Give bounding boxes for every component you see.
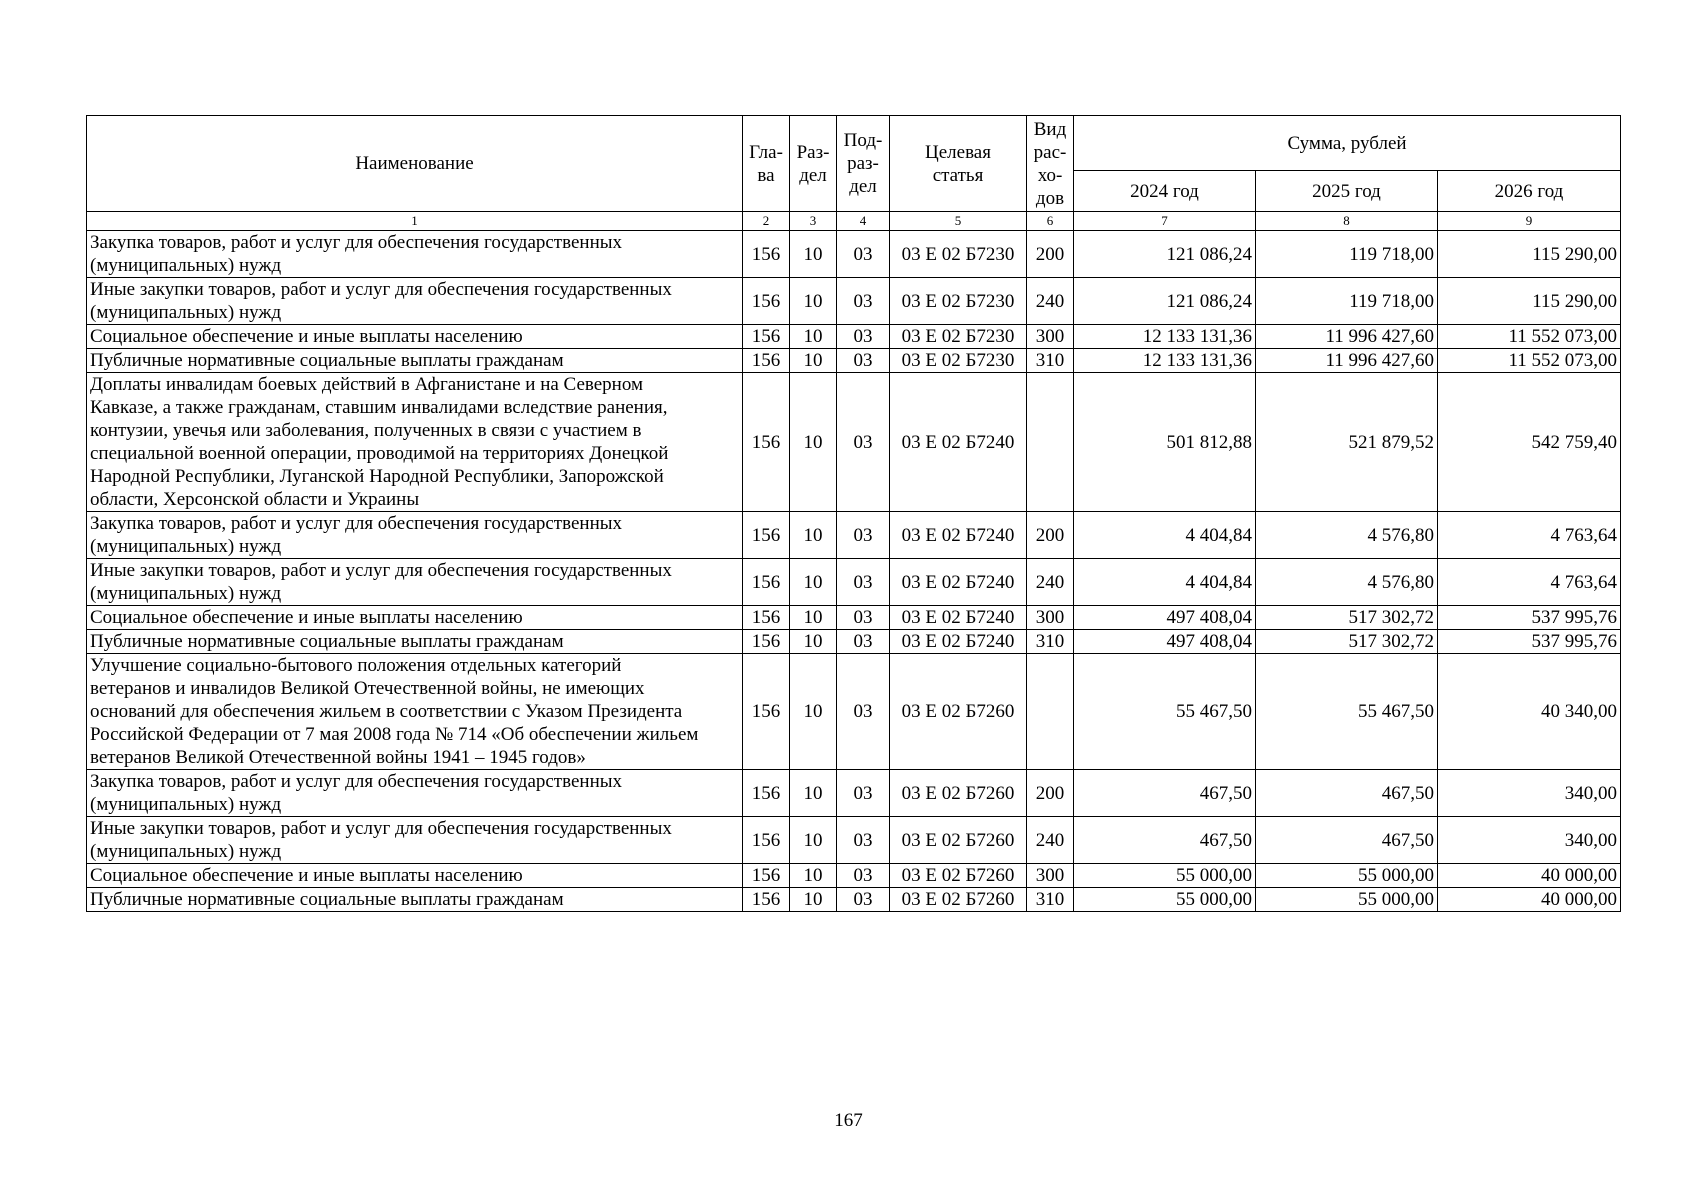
table-row bbox=[87, 888, 1621, 912]
cell-sum-2025: 55 000,00 bbox=[1256, 888, 1438, 912]
table-row bbox=[87, 606, 1621, 630]
table-row bbox=[87, 864, 1621, 888]
column-number: 9 bbox=[1438, 212, 1621, 231]
cell-expense-type: 240 bbox=[1027, 559, 1074, 606]
cell-name: Доплаты инвалидам боевых действий в Афганистане и на Северном Кавказе, а также гражданам, ставшим инвалидами вследствие ранения, контузии, увечья или заболевания, полученных в связи с участием в специальной военной операции, проводимой на территориях Донецкой Народной Республики, Луганской Народной Республики, Запорожской области, Херсонской области и Украины bbox=[87, 373, 743, 512]
table-row bbox=[87, 559, 1621, 606]
cell-target-article: 03 Е 02 Б7230 bbox=[890, 278, 1027, 325]
cell-expense-type: 200 bbox=[1027, 231, 1074, 278]
cell-sum-2025: 4 576,80 bbox=[1256, 512, 1438, 559]
cell-chapter: 156 bbox=[743, 231, 790, 278]
cell-section: 10 bbox=[790, 606, 837, 630]
page-number: 167 bbox=[834, 1110, 863, 1131]
column-number: 5 bbox=[890, 212, 1027, 231]
table-row bbox=[87, 512, 1621, 559]
cell-sum-2025: 517 302,72 bbox=[1256, 606, 1438, 630]
header-target-article bbox=[890, 116, 1027, 212]
cell-sum-2024: 497 408,04 bbox=[1074, 606, 1256, 630]
header-year-2025-text: 2025 год bbox=[1312, 180, 1381, 202]
cell-name: Социальное обеспечение и иные выплаты населению bbox=[87, 325, 743, 349]
table-body bbox=[87, 231, 1621, 912]
cell-sum-2026: 40 340,00 bbox=[1438, 654, 1621, 770]
cell-section: 10 bbox=[790, 630, 837, 654]
cell-sum-2025: 55 000,00 bbox=[1256, 864, 1438, 888]
cell-sum-2025: 467,50 bbox=[1256, 817, 1438, 864]
cell-name: Закупка товаров, работ и услуг для обеспечения государственных (муниципальных) нужд bbox=[87, 770, 743, 817]
cell-sum-2025: 11 996 427,60 bbox=[1256, 349, 1438, 373]
cell-sum-2025: 55 467,50 bbox=[1256, 654, 1438, 770]
cell-expense-type: 310 bbox=[1027, 888, 1074, 912]
cell-sum-2024: 55 000,00 bbox=[1074, 864, 1256, 888]
cell-sum-2024: 4 404,84 bbox=[1074, 559, 1256, 606]
cell-expense-type bbox=[1027, 373, 1074, 512]
cell-expense-type: 300 bbox=[1027, 325, 1074, 349]
cell-sum-2026: 11 552 073,00 bbox=[1438, 349, 1621, 373]
cell-target-article: 03 Е 02 Б7230 bbox=[890, 349, 1027, 373]
cell-section: 10 bbox=[790, 325, 837, 349]
cell-sum-2025: 517 302,72 bbox=[1256, 630, 1438, 654]
column-number: 8 bbox=[1256, 212, 1438, 231]
budget-table bbox=[86, 115, 1621, 912]
cell-sum-2024: 467,50 bbox=[1074, 770, 1256, 817]
cell-subsection: 03 bbox=[837, 559, 890, 606]
cell-subsection: 03 bbox=[837, 888, 890, 912]
cell-chapter: 156 bbox=[743, 888, 790, 912]
cell-section: 10 bbox=[790, 864, 837, 888]
cell-sum-2024: 501 812,88 bbox=[1074, 373, 1256, 512]
cell-chapter: 156 bbox=[743, 278, 790, 325]
cell-sum-2026: 40 000,00 bbox=[1438, 888, 1621, 912]
column-number: 7 bbox=[1074, 212, 1256, 231]
header-name-text: Наименование bbox=[355, 153, 474, 174]
cell-subsection: 03 bbox=[837, 630, 890, 654]
table-row bbox=[87, 630, 1621, 654]
table-row bbox=[87, 231, 1621, 278]
cell-name: Иные закупки товаров, работ и услуг для обеспечения государственных (муниципальных) нужд bbox=[87, 278, 743, 325]
cell-chapter: 156 bbox=[743, 349, 790, 373]
cell-expense-type: 200 bbox=[1027, 770, 1074, 817]
cell-target-article: 03 Е 02 Б7260 bbox=[890, 864, 1027, 888]
cell-subsection: 03 bbox=[837, 349, 890, 373]
cell-subsection: 03 bbox=[837, 373, 890, 512]
cell-chapter: 156 bbox=[743, 373, 790, 512]
cell-expense-type: 240 bbox=[1027, 817, 1074, 864]
header-year-2024-text: 2024 год bbox=[1130, 180, 1199, 202]
cell-target-article: 03 Е 02 Б7230 bbox=[890, 325, 1027, 349]
cell-chapter: 156 bbox=[743, 864, 790, 888]
cell-name: Иные закупки товаров, работ и услуг для обеспечения государственных (муниципальных) нужд bbox=[87, 817, 743, 864]
table-row bbox=[87, 325, 1621, 349]
cell-sum-2024: 55 467,50 bbox=[1074, 654, 1256, 770]
column-number: 3 bbox=[790, 212, 837, 231]
cell-target-article: 03 Е 02 Б7230 bbox=[890, 231, 1027, 278]
cell-section: 10 bbox=[790, 231, 837, 278]
cell-sum-2026: 4 763,64 bbox=[1438, 512, 1621, 559]
cell-subsection: 03 bbox=[837, 654, 890, 770]
cell-sum-2024: 55 000,00 bbox=[1074, 888, 1256, 912]
cell-sum-2024: 497 408,04 bbox=[1074, 630, 1256, 654]
cell-sum-2026: 537 995,76 bbox=[1438, 606, 1621, 630]
header-year-2025 bbox=[1256, 171, 1438, 212]
cell-name: Социальное обеспечение и иные выплаты населению bbox=[87, 606, 743, 630]
cell-section: 10 bbox=[790, 770, 837, 817]
cell-section: 10 bbox=[790, 817, 837, 864]
column-number-row bbox=[87, 212, 1621, 231]
cell-section: 10 bbox=[790, 278, 837, 325]
cell-chapter: 156 bbox=[743, 325, 790, 349]
cell-target-article: 03 Е 02 Б7260 bbox=[890, 888, 1027, 912]
column-number: 1 bbox=[87, 212, 743, 231]
cell-section: 10 bbox=[790, 559, 837, 606]
cell-section: 10 bbox=[790, 654, 837, 770]
table-row bbox=[87, 654, 1621, 770]
cell-expense-type: 300 bbox=[1027, 606, 1074, 630]
cell-sum-2024: 467,50 bbox=[1074, 817, 1256, 864]
cell-sum-2024: 4 404,84 bbox=[1074, 512, 1256, 559]
cell-name: Закупка товаров, работ и услуг для обеспечения государственных (муниципальных) нужд bbox=[87, 512, 743, 559]
cell-expense-type: 300 bbox=[1027, 864, 1074, 888]
cell-expense-type: 200 bbox=[1027, 512, 1074, 559]
cell-sum-2025: 467,50 bbox=[1256, 770, 1438, 817]
header-chapter-text: Гла- ва bbox=[749, 141, 783, 186]
cell-subsection: 03 bbox=[837, 512, 890, 559]
cell-sum-2024: 12 133 131,36 bbox=[1074, 349, 1256, 373]
cell-chapter: 156 bbox=[743, 512, 790, 559]
table-row bbox=[87, 373, 1621, 512]
cell-chapter: 156 bbox=[743, 817, 790, 864]
cell-sum-2026: 115 290,00 bbox=[1438, 231, 1621, 278]
cell-target-article: 03 Е 02 Б7240 bbox=[890, 606, 1027, 630]
cell-expense-type: 240 bbox=[1027, 278, 1074, 325]
cell-sum-2024: 12 133 131,36 bbox=[1074, 325, 1256, 349]
cell-subsection: 03 bbox=[837, 278, 890, 325]
cell-expense-type: 310 bbox=[1027, 630, 1074, 654]
cell-sum-2026: 115 290,00 bbox=[1438, 278, 1621, 325]
cell-subsection: 03 bbox=[837, 231, 890, 278]
cell-sum-2026: 11 552 073,00 bbox=[1438, 325, 1621, 349]
header-chapter bbox=[743, 116, 790, 212]
cell-sum-2025: 119 718,00 bbox=[1256, 231, 1438, 278]
cell-name: Социальное обеспечение и иные выплаты населению bbox=[87, 864, 743, 888]
cell-name: Публичные нормативные социальные выплаты гражданам bbox=[87, 630, 743, 654]
cell-sum-2025: 119 718,00 bbox=[1256, 278, 1438, 325]
cell-chapter: 156 bbox=[743, 654, 790, 770]
cell-subsection: 03 bbox=[837, 606, 890, 630]
cell-subsection: 03 bbox=[837, 325, 890, 349]
header-sum-text: Сумма, рублей bbox=[1287, 132, 1407, 154]
cell-target-article: 03 Е 02 Б7240 bbox=[890, 630, 1027, 654]
cell-expense-type bbox=[1027, 654, 1074, 770]
cell-target-article: 03 Е 02 Б7260 bbox=[890, 817, 1027, 864]
cell-subsection: 03 bbox=[837, 864, 890, 888]
header-year-2026 bbox=[1438, 171, 1621, 212]
header-expense-type bbox=[1027, 116, 1074, 212]
cell-name: Улучшение социально-бытового положения отдельных категорий ветеранов и инвалидов Великой Отечественной войны, не имеющих оснований для обеспечения жильем в соответствии с Указом Президента Российской Федерации от 7 мая 2008 года № 714 «Об обеспечении жильем ветеранов Великой Отечественной войны 1941 – 1945 годов» bbox=[87, 654, 743, 770]
header-subsection bbox=[837, 116, 890, 212]
cell-section: 10 bbox=[790, 888, 837, 912]
cell-sum-2025: 4 576,80 bbox=[1256, 559, 1438, 606]
table-header bbox=[87, 116, 1621, 231]
cell-name: Иные закупки товаров, работ и услуг для обеспечения государственных (муниципальных) нужд bbox=[87, 559, 743, 606]
header-year-2026-text: 2026 год bbox=[1494, 180, 1564, 202]
header-target-article-text: Целевая статья bbox=[925, 141, 991, 186]
table-row bbox=[87, 817, 1621, 864]
cell-sum-2025: 11 996 427,60 bbox=[1256, 325, 1438, 349]
cell-chapter: 156 bbox=[743, 606, 790, 630]
header-subsection-text: Под- раз- дел bbox=[843, 130, 883, 197]
header-expense-type-text: Вид рас- хо- дов bbox=[1033, 118, 1067, 209]
header-section-text: Раз- дел bbox=[796, 141, 830, 186]
column-number: 2 bbox=[743, 212, 790, 231]
cell-chapter: 156 bbox=[743, 559, 790, 606]
cell-section: 10 bbox=[790, 512, 837, 559]
cell-sum-2026: 340,00 bbox=[1438, 770, 1621, 817]
table-row bbox=[87, 349, 1621, 373]
cell-sum-2025: 521 879,52 bbox=[1256, 373, 1438, 512]
cell-sum-2026: 4 763,64 bbox=[1438, 559, 1621, 606]
cell-subsection: 03 bbox=[837, 770, 890, 817]
column-number: 6 bbox=[1027, 212, 1074, 231]
cell-expense-type: 310 bbox=[1027, 349, 1074, 373]
cell-section: 10 bbox=[790, 373, 837, 512]
cell-name: Закупка товаров, работ и услуг для обеспечения государственных (муниципальных) нужд bbox=[87, 231, 743, 278]
header-year-2024 bbox=[1074, 171, 1256, 212]
cell-target-article: 03 Е 02 Б7240 bbox=[890, 512, 1027, 559]
cell-sum-2026: 40 000,00 bbox=[1438, 864, 1621, 888]
cell-sum-2026: 537 995,76 bbox=[1438, 630, 1621, 654]
cell-name: Публичные нормативные социальные выплаты гражданам bbox=[87, 349, 743, 373]
cell-section: 10 bbox=[790, 349, 837, 373]
cell-subsection: 03 bbox=[837, 817, 890, 864]
cell-target-article: 03 Е 02 Б7240 bbox=[890, 559, 1027, 606]
cell-sum-2026: 340,00 bbox=[1438, 817, 1621, 864]
cell-target-article: 03 Е 02 Б7240 bbox=[890, 373, 1027, 512]
cell-sum-2026: 542 759,40 bbox=[1438, 373, 1621, 512]
cell-target-article: 03 Е 02 Б7260 bbox=[890, 654, 1027, 770]
header-section bbox=[790, 116, 837, 212]
cell-sum-2024: 121 086,24 bbox=[1074, 278, 1256, 325]
table-row bbox=[87, 278, 1621, 325]
cell-chapter: 156 bbox=[743, 770, 790, 817]
cell-name: Публичные нормативные социальные выплаты гражданам bbox=[87, 888, 743, 912]
table-row bbox=[87, 770, 1621, 817]
header-name bbox=[87, 116, 743, 212]
cell-chapter: 156 bbox=[743, 630, 790, 654]
cell-target-article: 03 Е 02 Б7260 bbox=[890, 770, 1027, 817]
cell-sum-2024: 121 086,24 bbox=[1074, 231, 1256, 278]
column-number: 4 bbox=[837, 212, 890, 231]
header-sum bbox=[1074, 116, 1621, 171]
